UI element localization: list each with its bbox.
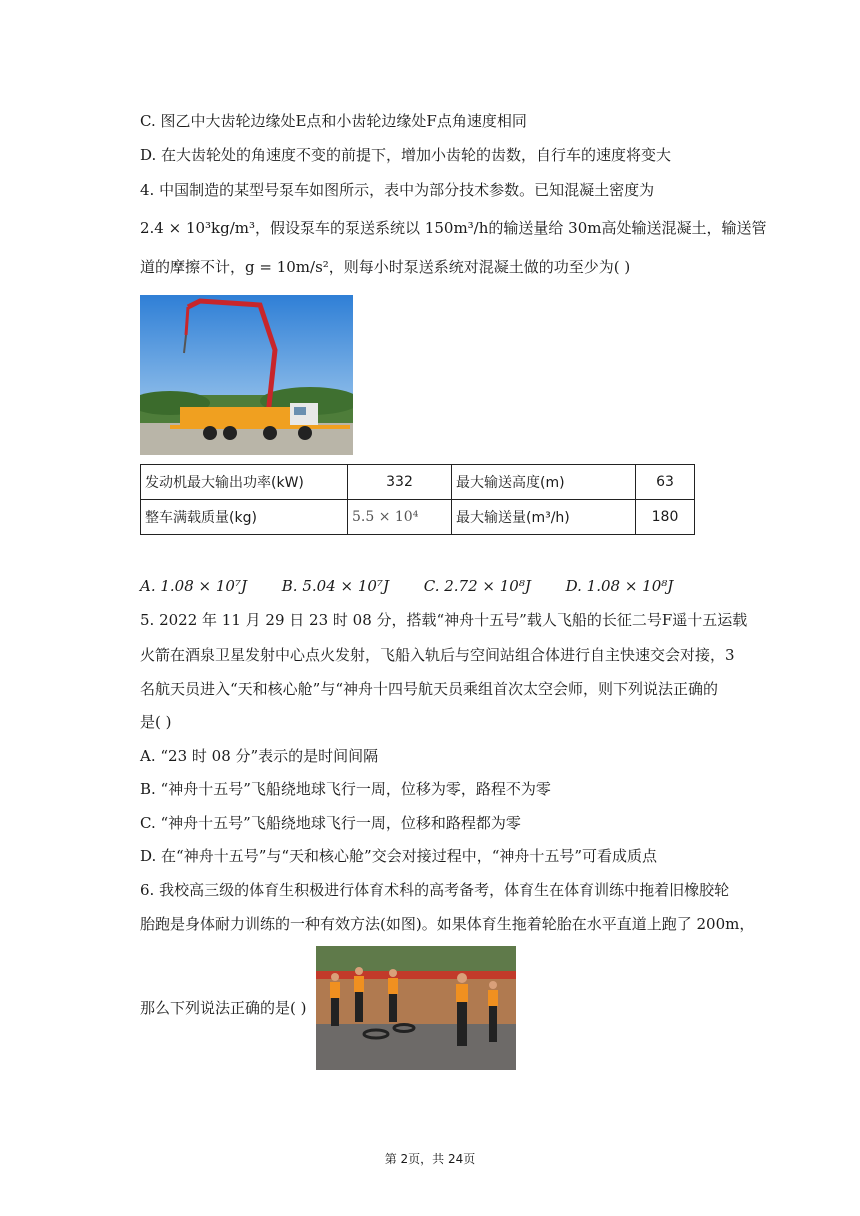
option-a[interactable]: A. 1.08 × 10⁷J [140, 577, 247, 595]
table-cell: 最大输送高度(m) [452, 465, 636, 500]
table-row [141, 465, 695, 500]
tire-running-photo [316, 946, 516, 1070]
question-5-stem-line4: 是( ) [140, 713, 172, 731]
table-cell: 63 [636, 465, 695, 500]
table-cell: 180 [636, 500, 695, 535]
option-c-line: C. 图乙中大齿轮边缘处E点和小齿轮边缘处F点角速度相同 [140, 112, 527, 130]
question-5-option-c: C. “神舟十五号”飞船绕地球飞行一周，位移和路程都为零 [140, 814, 521, 832]
question-4-stem-line3: 道的摩擦不计，g = 10m/s²，则每小时泵送系统对混凝土做的功至少为( ) [140, 258, 631, 276]
option-d[interactable]: D. 1.08 × 10⁸J [565, 577, 674, 595]
table-cell: 整车满载质量(kg) [141, 500, 348, 535]
option-c[interactable]: C. 2.72 × 10⁸J [423, 577, 531, 595]
question-5-option-a: A. “23 时 08 分”表示的是时间间隔 [140, 747, 379, 765]
question-5-option-d: D. 在“神舟十五号”与“天和核心舱”交会对接过程中，“神舟十五号”可看成质点 [140, 847, 658, 865]
option-d-line: D. 在大齿轮处的角速度不变的前提下，增加小齿轮的齿数，自行车的速度将变大 [140, 146, 672, 164]
option-b[interactable]: B. 5.04 × 10⁷J [281, 577, 389, 595]
question-5-stem-line2: 火箭在酒泉卫星发射中心点火发射，飞船入轨后与空间站组合体进行自主快速交会对接，3 [140, 646, 735, 664]
parameter-table [140, 464, 695, 535]
table-cell: 5.5 × 10⁴ [348, 500, 452, 535]
table-cell: 332 [348, 465, 452, 500]
table-cell: 发动机最大输出功率(kW) [141, 465, 348, 500]
question-4-stem-line2: 2.4 × 10³kg/m³，假设泵车的泵送系统以 150m³/h的输送量给 30m高处输送混凝土，输送管 [140, 219, 767, 237]
table-cell: 最大输送量(m³/h) [452, 500, 636, 535]
question-6-stem-line2: 胎跑是身体耐力训练的一种有效方法(如图)。如果体育生拖着轮胎在水平直道上跑了 200m， [140, 915, 755, 933]
question-6-stem: 6. 我校高三级的体育生积极进行体育术科的高考备考，体育生在体育训练中拖着旧橡胶轮 [140, 881, 730, 899]
question-5-option-b: B. “神舟十五号”飞船绕地球飞行一周，位移为零，路程不为零 [140, 780, 551, 798]
question-4-options [140, 576, 703, 596]
question-4-stem: 4. 中国制造的某型号泵车如图所示，表中为部分技术参数。已知混凝土密度为 [140, 181, 655, 199]
question-5-stem: 5. 2022 年 11 月 29 日 23 时 08 分，搭载“神舟十五号”载人飞船的长征二号F遥十五运载 [140, 611, 748, 629]
pump-truck-photo [140, 295, 353, 455]
question-6-stem-line3: 那么下列说法正确的是( ) [140, 999, 307, 1017]
page-footer: 第 2页，共 24页 [384, 1152, 476, 1166]
question-5-stem-line3: 名航天员进入“天和核心舱”与“神舟十四号航天员乘组首次太空会师，则下列说法正确的 [140, 680, 719, 698]
table-row [141, 500, 695, 535]
